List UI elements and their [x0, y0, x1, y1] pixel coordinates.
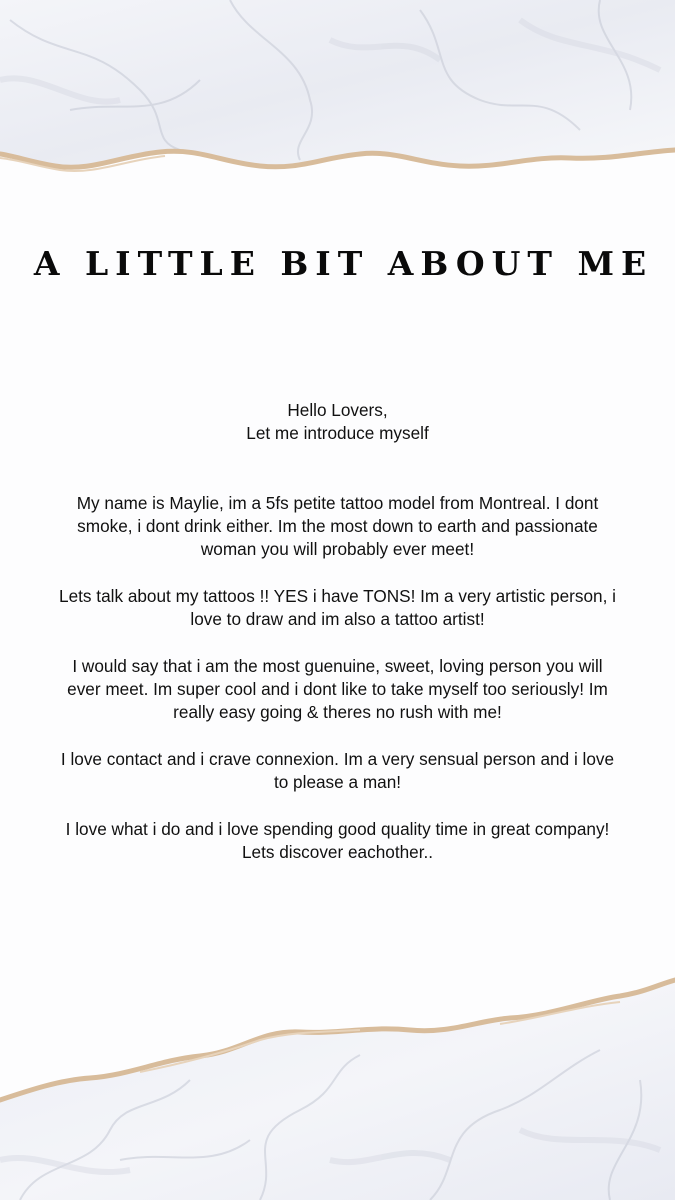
paragraph-closing	[55, 818, 620, 865]
closing-statement: I love what i do and i love spending good quality time in great company!	[65, 818, 610, 839]
about-me-text	[55, 399, 620, 864]
greeting	[55, 399, 620, 446]
page-title: A LITTLE BIT ABOUT ME	[33, 244, 654, 283]
paragraph-tattoos: Lets talk about my tattoos !! YES i have TONS! Im a very artistic person, i love to draw and im also a tattoo artist!	[59, 585, 616, 630]
paragraph-personality: I would say that i am the most guenuine, sweet, loving person you will ever meet. Im super cool and i dont like to take myself too seriously! Im really easy going & theres no rush with me!	[67, 655, 608, 723]
marble-header-decoration	[0, 0, 675, 200]
marble-footer-decoration	[0, 960, 675, 1200]
greeting-line-2: Let me introduce myself	[246, 423, 429, 444]
closing-signoff: Lets discover eachother..	[241, 842, 434, 863]
paragraph-connection: I love contact and i crave connexion. Im a very sensual person and i love to please a man!	[60, 748, 615, 793]
greeting-line-1: Hello Lovers,	[287, 400, 388, 420]
paragraph-intro: My name is Maylie, im a 5fs petite tattoo model from Montreal. I dont smoke, i dont drink either. Im the most down to earth and passionate woman you will probably ever meet!	[76, 492, 599, 560]
